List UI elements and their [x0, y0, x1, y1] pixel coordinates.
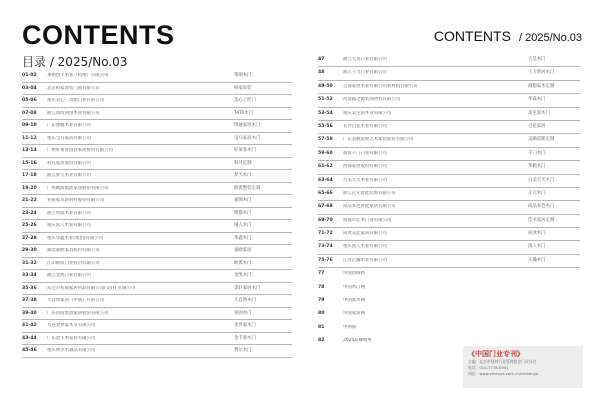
contents-entry[interactable] [318, 201, 580, 214]
entry-page-number: 01-02 [22, 73, 37, 78]
entry-brand-name: 明都木门 [234, 210, 252, 216]
entry-page-number: 80 [318, 311, 325, 317]
entry-company-name: 中国木门网 [343, 284, 365, 290]
entry-company-name: 中网商 [343, 324, 357, 330]
entry-page-number: 13-14 [22, 148, 37, 153]
entry-page-number: 73-74 [318, 244, 333, 250]
entry-brand-name: 佳木家居定制 [528, 217, 555, 223]
entry-brand-name: 美生彩木门 [528, 110, 550, 116]
entry-page-number: 48 [318, 70, 325, 76]
entry-page-number: 75-76 [318, 257, 333, 263]
entry-page-number: 15-16 [22, 160, 37, 166]
contents-entry[interactable] [318, 241, 580, 254]
entry-page-number: 55-56 [318, 123, 333, 129]
contents-entry[interactable] [22, 333, 292, 346]
entry-company-name: 浦发千门门业有限公司 [343, 150, 387, 156]
left-contents-list [22, 70, 292, 358]
entry-company-name: 江山欧派门业股份有限公司 [47, 260, 100, 266]
entry-company-name: 浙江正元智能装饰有限公司 [343, 190, 396, 196]
contents-entry[interactable] [22, 220, 292, 233]
entry-brand-name: 金世家木门 [234, 323, 256, 328]
entry-page-number: 03-04 [22, 85, 37, 91]
contents-entry[interactable] [22, 133, 292, 146]
entry-page-number: 43-44 [22, 335, 37, 341]
entry-page-number: 35-36 [22, 285, 37, 291]
contents-entry[interactable] [318, 255, 580, 268]
contents-entry[interactable] [22, 258, 292, 271]
contents-entry[interactable] [318, 67, 580, 80]
entry-brand-name: 正瀚木门 [528, 257, 546, 263]
contents-entry[interactable] [22, 283, 292, 296]
entry-company-name: 广州欧派集团家居股份有限公司 [47, 185, 109, 191]
contents-header [22, 20, 292, 70]
contents-entry[interactable] [22, 158, 292, 171]
entry-brand-name: 欧派整装定制 [234, 185, 261, 191]
entry-company-name: 长沙百花木业有限公司 [343, 123, 387, 129]
entry-page-number: 71-72 [318, 231, 333, 237]
contents-entry[interactable] [318, 322, 580, 335]
entry-page-number: 19-20 [22, 185, 37, 191]
entry-company-name: 河南森之源装饰材料有限公司 [343, 97, 401, 103]
page-title: CONTENTS [22, 20, 175, 50]
entry-brand-name: 华森木门 [528, 97, 546, 103]
entry-company-name: 云南家居木业有限公司新材料有限公司 [343, 83, 418, 89]
entry-company-name: 中国家居网 [343, 311, 365, 317]
contents-entry[interactable] [22, 208, 292, 221]
contents-entry[interactable] [318, 308, 580, 321]
entry-page-number: 53-54 [318, 110, 333, 116]
page-subtitle: 目录 / 2025/No.03 [22, 55, 128, 69]
entry-brand-name: 华鹤木门 [528, 164, 546, 170]
entry-page-number: 59-60 [318, 150, 333, 156]
entry-company-name: 北京柏家原装门窗有限公司 [47, 85, 100, 91]
contents-entry[interactable] [22, 108, 292, 121]
contents-entry[interactable] [22, 145, 292, 158]
entry-page-number: 21-22 [22, 198, 37, 203]
entry-page-number: 09-10 [22, 123, 37, 128]
entry-company-name: 大自然家居（中国）有限公司 [47, 298, 105, 303]
entry-page-number: 61-62 [318, 164, 333, 170]
right-header-issue: / 2025/No.03 [519, 32, 582, 44]
entry-company-name: 成都市佳木门业有限公司 [343, 217, 392, 223]
contents-entry[interactable] [22, 170, 292, 183]
contents-entry[interactable] [318, 228, 580, 241]
entry-company-name: 浙江金凯门业有限公司 [47, 273, 91, 278]
entry-company-name: 重庆美生彩木业有限公司 [343, 110, 392, 116]
entry-company-name: 重庆宝马家居有限公司 [47, 135, 91, 141]
entry-brand-name: 尚品本色木门 [528, 204, 555, 210]
entry-page-number: 25-26 [22, 223, 37, 228]
entry-brand-name: 宝马家居木门 [234, 135, 261, 141]
entry-page-number: 05-06 [22, 98, 37, 103]
entry-brand-name: 欧派木门 [234, 260, 252, 266]
entry-company-name: 浙江梦天木业有限公司 [47, 173, 91, 178]
entry-page-number: 11-12 [22, 135, 37, 141]
entry-company-name: 西部家居股份有限公司 [343, 164, 387, 170]
contents-entry[interactable] [22, 245, 292, 258]
entry-brand-name: 金卡奥木门 [234, 335, 256, 341]
entry-company-name: 中国热线榜 [343, 271, 365, 277]
contents-entry[interactable] [22, 195, 292, 208]
entry-page-number: 29-30 [22, 248, 37, 253]
entry-page-number: 77 [318, 271, 325, 277]
contents-entry[interactable] [318, 282, 580, 295]
entry-brand-name: 国人木门 [528, 244, 546, 250]
entry-brand-name: 千门木门 [528, 150, 546, 156]
entry-page-number: 31-32 [22, 260, 37, 266]
entry-page-number: 63-64 [318, 177, 333, 183]
entry-company-name: 湖北嘉欧家具股份有限公司 [47, 248, 100, 253]
entry-company-name: 重庆费尔木制品有限公司 [47, 348, 96, 353]
entry-company-name: 浙江明都木业有限公司 [47, 210, 91, 216]
entry-page-number: 69-70 [318, 217, 333, 223]
right-page-header [434, 26, 582, 45]
entry-brand-name: 王力新居木门 [528, 70, 555, 76]
magazine-phone-line: 电话：010-7778-0001 [468, 365, 509, 371]
entry-page-number: 39-40 [22, 310, 37, 316]
entry-page-number: 41-42 [22, 323, 37, 328]
entry-page-number: 49-50 [318, 83, 333, 89]
contents-entry[interactable] [318, 215, 580, 228]
entry-company-name: 广东金卡奥家居有限公司 [47, 335, 96, 341]
entry-page-number: 79 [318, 298, 325, 304]
entry-brand-name: 滇想家木定制 [528, 83, 555, 89]
entry-brand-name: 金凯木门 [234, 273, 252, 278]
entry-brand-name: 费尔木门 [234, 348, 252, 353]
entry-company-name: 浙江天昊门业有限公司 [343, 57, 387, 62]
magazine-editor-line: 主编：北京市建材行业管理协会门业分会 [468, 359, 537, 364]
entry-page-number: 07-08 [22, 110, 37, 116]
right-header-title: CONTENTS [433, 28, 511, 44]
entry-page-number: 23-24 [22, 210, 37, 216]
entry-brand-name: 嘉欧家居 [234, 248, 252, 253]
entry-company-name: 中国家木网 [343, 298, 365, 304]
entry-page-number: 78 [318, 284, 325, 290]
entry-brand-name: 天昊木门 [528, 57, 546, 62]
entry-company-name: 2025品牌榜单 [343, 338, 372, 344]
entry-company-name: 广东博通木业有限公司 [47, 123, 91, 128]
entry-company-name: 重庆国人木业有限公司 [47, 223, 91, 228]
entry-brand-name: 好莱客木门 [234, 148, 256, 153]
entry-brand-name: 美顺雷斯定制 [528, 137, 555, 143]
entry-page-number: 65-66 [318, 190, 333, 196]
entry-company-name: 莱朗西卡木业（杭州）有限公司 [47, 73, 109, 78]
entry-brand-name: 美心工匠门 [234, 98, 256, 103]
contents-entry[interactable] [22, 320, 292, 333]
entry-brand-name: 柏家原装 [234, 85, 252, 91]
entry-company-name: 科凡家居股份有限公司 [47, 160, 91, 166]
contents-entry[interactable] [22, 233, 292, 246]
entry-company-name: 广东美顺雷斯艺术家居股份有限公司 [343, 137, 414, 143]
entry-company-name: 重庆美心・贵派门业有限公司 [47, 98, 105, 103]
contents-entry[interactable] [22, 295, 292, 308]
entry-company-name: 亚振家具新材料股份有限公司 [47, 198, 105, 203]
contents-entry[interactable] [318, 81, 580, 94]
entry-company-name: 尚冰美佳家居有限公司 [343, 231, 387, 237]
entry-brand-name: 百花家居 [528, 123, 546, 129]
contents-entry[interactable] [318, 54, 580, 67]
entry-brand-name: 莱朗木门 [234, 73, 252, 78]
contents-entry[interactable] [318, 134, 580, 147]
entry-company-name: 重庆国人木业有限公司 [343, 244, 387, 250]
entry-company-name: 重庆华鑫木业(集团)有限公司 [47, 235, 104, 241]
entry-brand-name: TATA木门 [234, 110, 254, 116]
contents-entry[interactable] [22, 308, 292, 321]
entry-page-number: 33-34 [22, 273, 37, 278]
entry-brand-name: 嘉图木门 [234, 198, 252, 203]
entry-brand-name: 梦天木门 [234, 173, 252, 178]
entry-page-number: 51-52 [318, 97, 333, 103]
contents-entry[interactable] [318, 161, 580, 174]
contents-entry[interactable] [318, 188, 580, 201]
contents-entry[interactable] [318, 148, 580, 161]
right-contents-list [318, 54, 580, 349]
entry-page-number: 45-46 [22, 348, 37, 353]
contents-entry[interactable] [318, 94, 580, 107]
entry-brand-name: 顶固木门 [234, 310, 252, 316]
entry-company-name: 尚品本色智能家居有限公司 [343, 204, 396, 210]
contents-entry[interactable] [318, 268, 580, 281]
entry-brand-name: 大自然木门 [234, 298, 256, 303]
entry-brand-name: 华鑫木门 [234, 235, 252, 241]
entry-brand-name: 科凡定制 [234, 160, 252, 166]
entry-company-name: 大连金世家木业有限公司 [47, 323, 96, 328]
entry-page-number: 82 [318, 338, 325, 344]
contents-entry[interactable] [22, 70, 292, 83]
entry-page-number: 57-58 [318, 137, 333, 143]
contents-entry[interactable] [22, 183, 292, 196]
entry-company-name: 浙江王力门业有限公司 [343, 70, 387, 76]
contents-entry[interactable] [22, 120, 292, 133]
entry-page-number: 67-68 [318, 204, 333, 210]
magazine-website-line: 网址：www.zmenye.com.cn/cnmenye [468, 371, 539, 377]
contents-entry[interactable] [318, 295, 580, 308]
entry-brand-name: 国人木门 [234, 223, 252, 228]
contents-entry[interactable] [22, 270, 292, 283]
entry-company-name: 江苏正瀚木业有限公司 [343, 257, 387, 263]
entry-company-name: 东莞市兆福家居用品有限公司(美轩) 有限公司 [47, 285, 136, 291]
contents-entry[interactable] [22, 83, 292, 96]
entry-brand-name: 美轩家居木门 [234, 285, 261, 291]
entry-page-number: 37-38 [22, 298, 37, 303]
entry-page-number: 17-18 [22, 173, 37, 178]
entry-brand-name: 博通家居木门 [234, 123, 261, 128]
entry-page-number: 81 [318, 324, 325, 330]
magazine-name: 《中国门业专刊》 [468, 350, 524, 358]
entry-page-number: 47 [318, 57, 325, 62]
contents-entry[interactable] [22, 95, 292, 108]
entry-page-number: 27-28 [22, 235, 37, 241]
contents-entry[interactable] [22, 345, 292, 358]
entry-brand-name: 正元木门 [528, 190, 546, 196]
entry-brand-name: 百美天天木门 [528, 177, 555, 183]
entry-company-name: 广东顶固集创家居股份有限公司 [47, 310, 109, 316]
contents-entry[interactable] [318, 121, 580, 134]
contents-entry[interactable] [318, 175, 580, 188]
magazine-info-box [463, 346, 583, 388]
entry-company-name: 浙江鸿辉同创木业有限公司 [47, 110, 100, 116]
entry-company-name: 广州好莱客创意家居股份有限公司 [47, 148, 113, 153]
contents-entry[interactable] [318, 108, 580, 121]
entry-company-name: 百美天天木业有限公司 [343, 177, 387, 183]
entry-brand-name: 尚冰木门 [528, 231, 546, 237]
